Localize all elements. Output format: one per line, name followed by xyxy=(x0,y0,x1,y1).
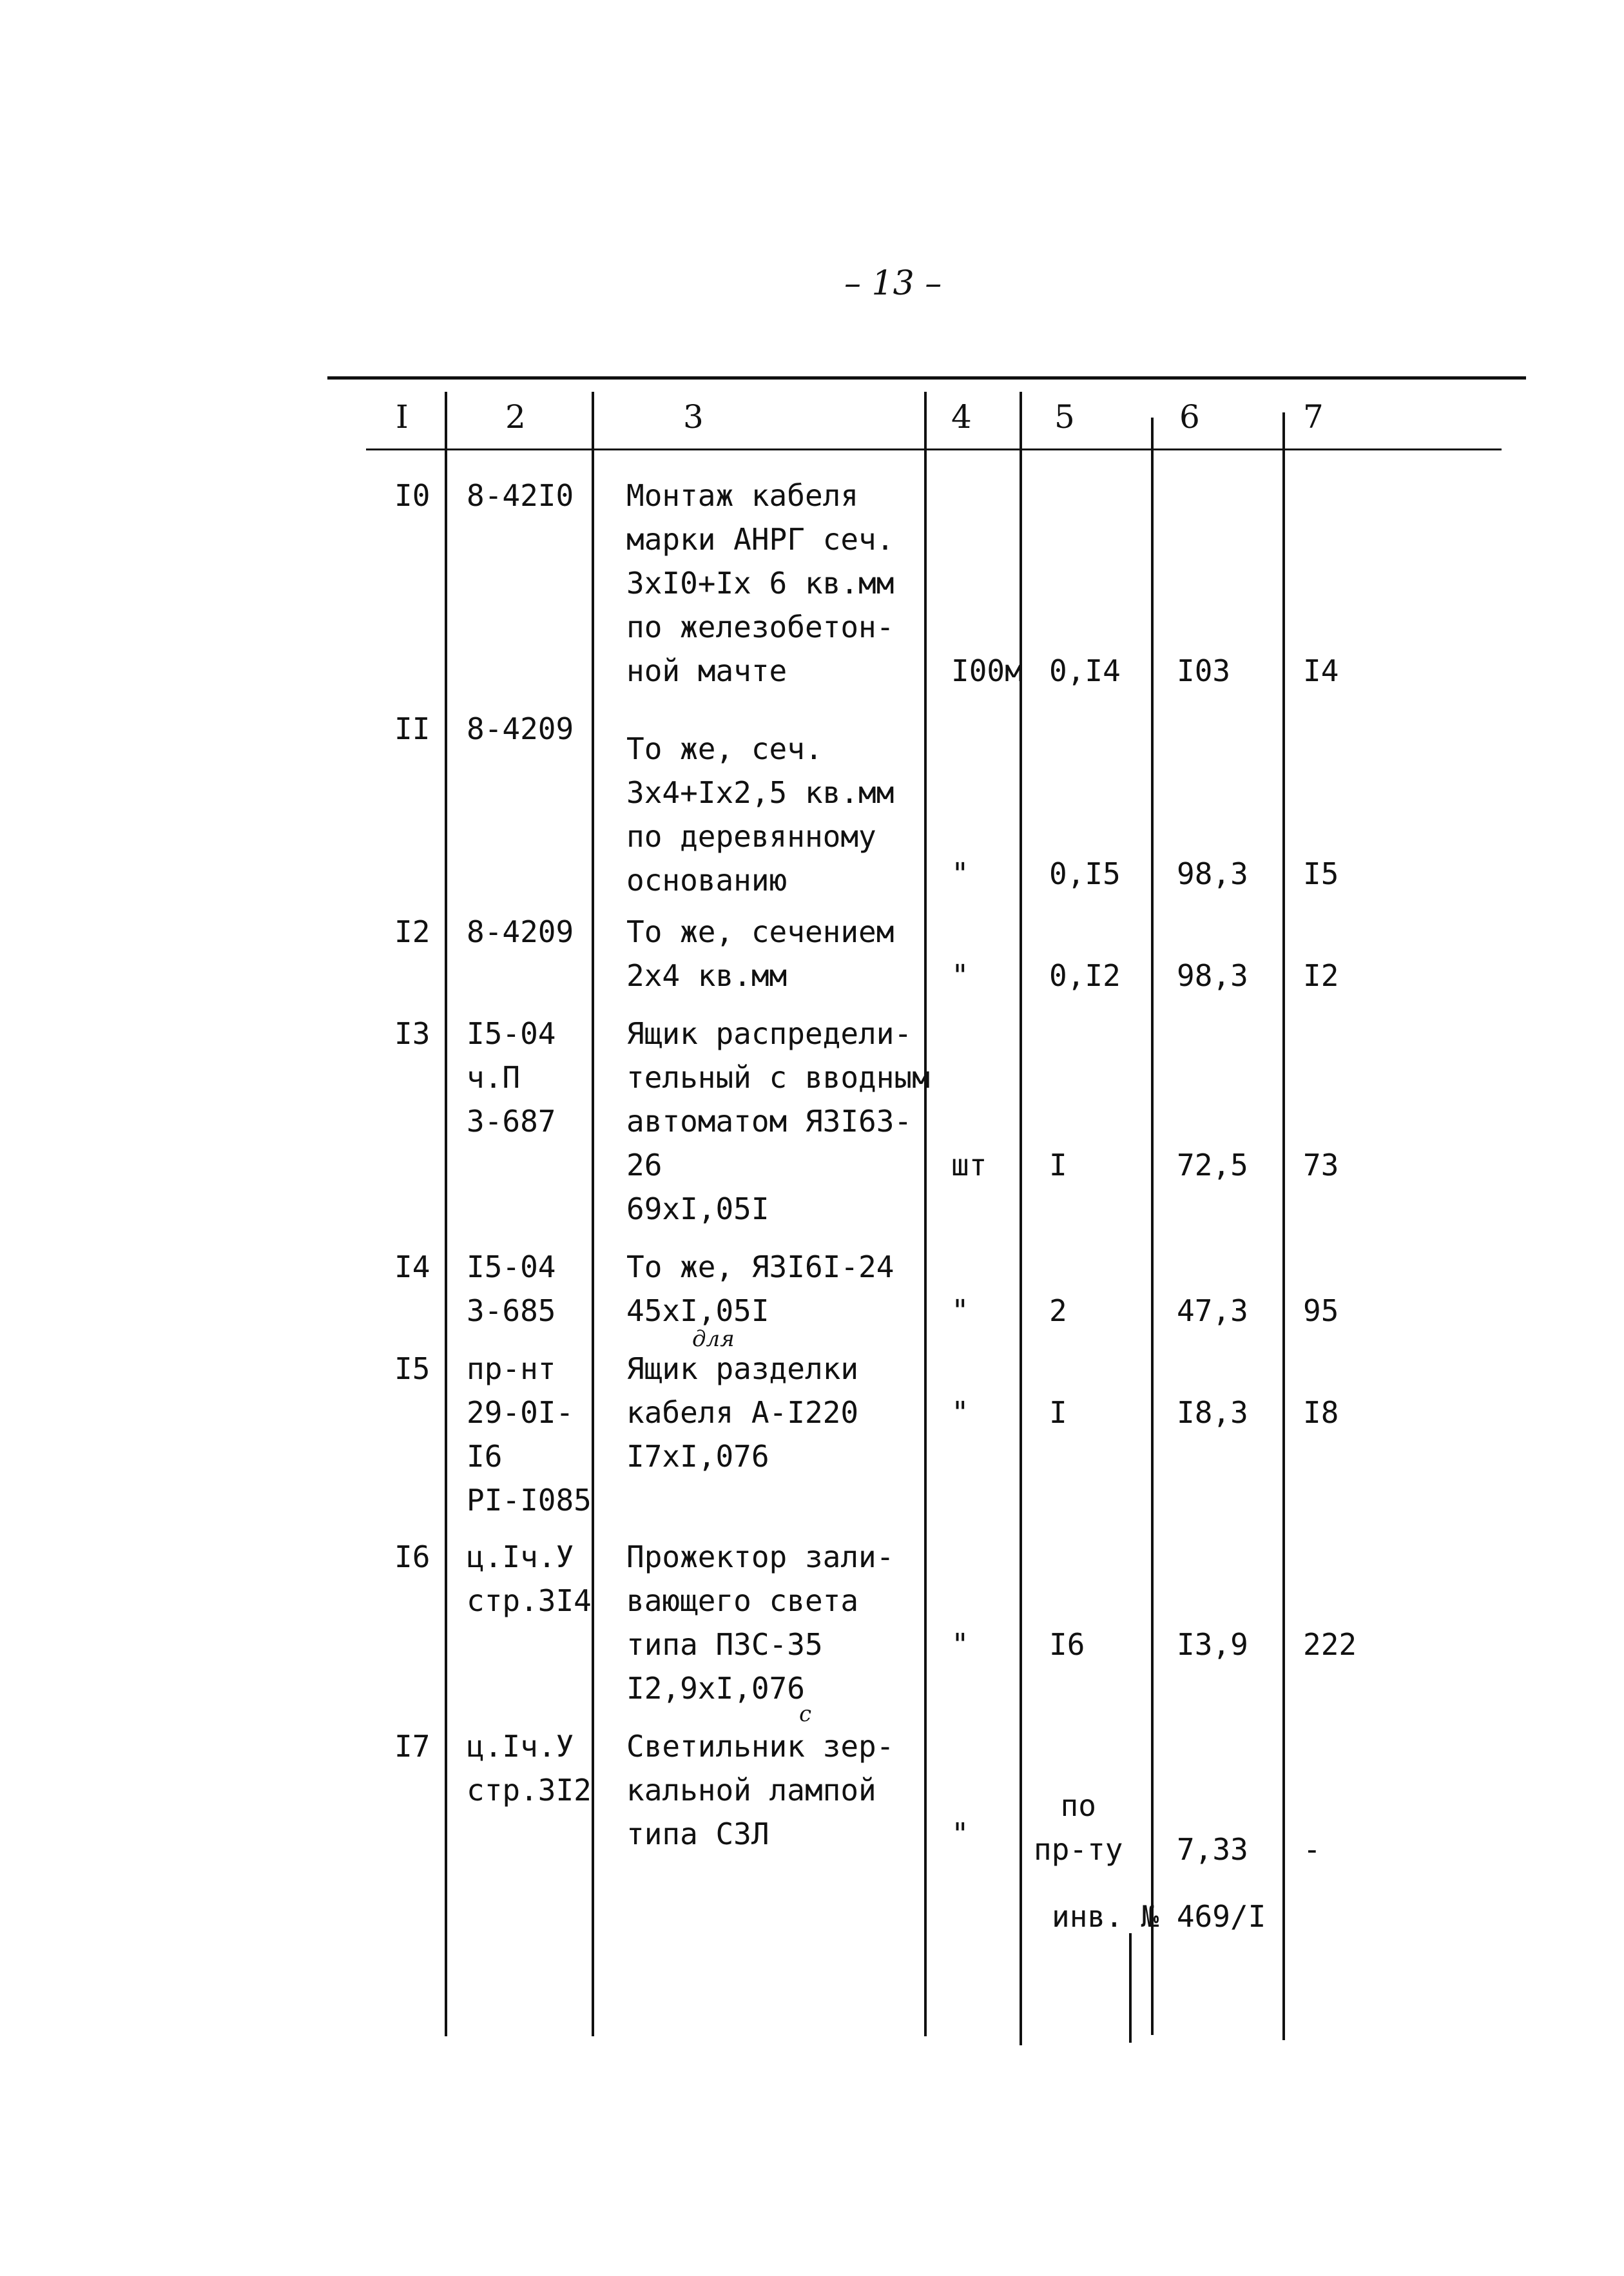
row-quantity: 0,I4 xyxy=(1049,653,1121,688)
row-unit: шт xyxy=(951,1148,987,1182)
row-price: I3,9 xyxy=(1177,1627,1248,1662)
row-unit: " xyxy=(951,856,969,891)
row-number: I2 xyxy=(394,914,430,949)
row-description: Ящик разделки кабеля А-I220 I7хI,076 xyxy=(626,1351,859,1474)
column-divider xyxy=(1151,418,1154,2035)
row-number: I6 xyxy=(394,1539,430,1574)
row-quantity: I xyxy=(1049,1395,1067,1430)
row-price: 47,3 xyxy=(1177,1293,1248,1328)
row-number: I3 xyxy=(394,1016,430,1051)
row-description: Ящик распредели- тельный с вводным автоматом Я3I63- 26 69хI,05I xyxy=(626,1016,930,1226)
row-unit: " xyxy=(951,1817,969,1851)
row-unit: " xyxy=(951,1627,969,1662)
row-price: I03 xyxy=(1177,653,1231,688)
header-cell: 4 xyxy=(951,398,972,436)
row-total: 222 xyxy=(1303,1627,1357,1662)
row-description: То же, сеч. 3х4+Iх2,5 кв.мм по деревянному основанию xyxy=(626,731,894,898)
row-price: I8,3 xyxy=(1177,1395,1248,1430)
row-quantity: I xyxy=(1049,1148,1067,1182)
row-quantity: I6 xyxy=(1049,1627,1085,1662)
row-quantity: 0,I2 xyxy=(1049,958,1121,993)
row-number: I4 xyxy=(394,1249,430,1284)
header-cell: I xyxy=(396,398,409,436)
row-total: 95 xyxy=(1303,1293,1339,1328)
row-unit: " xyxy=(951,1395,969,1430)
row-unit: " xyxy=(951,1293,969,1328)
row-total: I5 xyxy=(1303,856,1339,891)
row-quantity: 0,I5 xyxy=(1049,856,1121,891)
row-description: То же, Я3I6I-24 45хI,05I xyxy=(626,1249,894,1328)
row-total: 73 xyxy=(1303,1148,1339,1182)
row-description: Прожектор зали- вающего света типа ПЗС-35 I2,9хI,076 xyxy=(626,1539,894,1706)
row-code: I5-04 ч.П 3-687 xyxy=(467,1016,556,1139)
row-inventory-note: инв. № 469/I xyxy=(1052,1899,1266,1934)
column-divider xyxy=(592,392,594,2036)
row-code: пр-нт 29-0I- I6 PI-I085 xyxy=(467,1351,592,1518)
row-code: 8-4209 xyxy=(467,711,574,746)
row-price: 98,3 xyxy=(1177,856,1248,891)
header-cell: 5 xyxy=(1054,398,1075,436)
header-cell: 3 xyxy=(683,398,704,436)
header-cell: 7 xyxy=(1303,398,1324,436)
row-code: 8-4209 xyxy=(467,914,574,949)
row-number: I5 xyxy=(394,1351,430,1386)
row-total: I2 xyxy=(1303,958,1339,993)
row-unit: I00м xyxy=(951,653,1023,688)
row-code: ц.Iч.У стр.3I2 xyxy=(467,1729,592,1808)
row-total: I8 xyxy=(1303,1395,1339,1430)
top-rule xyxy=(327,376,1526,380)
column-divider xyxy=(1020,392,1022,2045)
header-rule xyxy=(366,448,1502,450)
row-code: I5-04 3-685 xyxy=(467,1249,556,1328)
header-cell: 6 xyxy=(1179,398,1200,436)
row-description: Монтаж кабеля марки АНРГ сеч. 3хI0+Iх 6 кв.мм по железобетон- ной мачте xyxy=(626,478,894,688)
column-divider xyxy=(445,392,447,2036)
row-description: Светильник зер- кальной лампой типа СЗЛ xyxy=(626,1729,894,1851)
row-description-note: с xyxy=(799,1701,812,1727)
row-total: I4 xyxy=(1303,653,1339,688)
page-number: – 13 – xyxy=(844,264,942,303)
column-divider xyxy=(1129,1933,1132,2043)
row-price: 98,3 xyxy=(1177,958,1248,993)
row-quantity: по пр-ту xyxy=(1034,1788,1123,1867)
row-description-note: для xyxy=(692,1326,735,1352)
row-code: 8-42I0 xyxy=(467,478,574,513)
row-price: 72,5 xyxy=(1177,1148,1248,1182)
row-number: I0 xyxy=(394,478,430,513)
header-cell: 2 xyxy=(505,398,526,436)
row-unit: " xyxy=(951,958,969,993)
row-number: II xyxy=(394,711,430,746)
row-total: - xyxy=(1303,1832,1321,1867)
row-number: I7 xyxy=(394,1729,430,1764)
row-code: ц.Iч.У стр.3I4 xyxy=(467,1539,592,1618)
row-quantity: 2 xyxy=(1049,1293,1067,1328)
row-description: То же, сечением 2х4 кв.мм xyxy=(626,914,894,993)
column-divider xyxy=(1282,412,1285,2040)
row-price: 7,33 xyxy=(1177,1832,1248,1867)
